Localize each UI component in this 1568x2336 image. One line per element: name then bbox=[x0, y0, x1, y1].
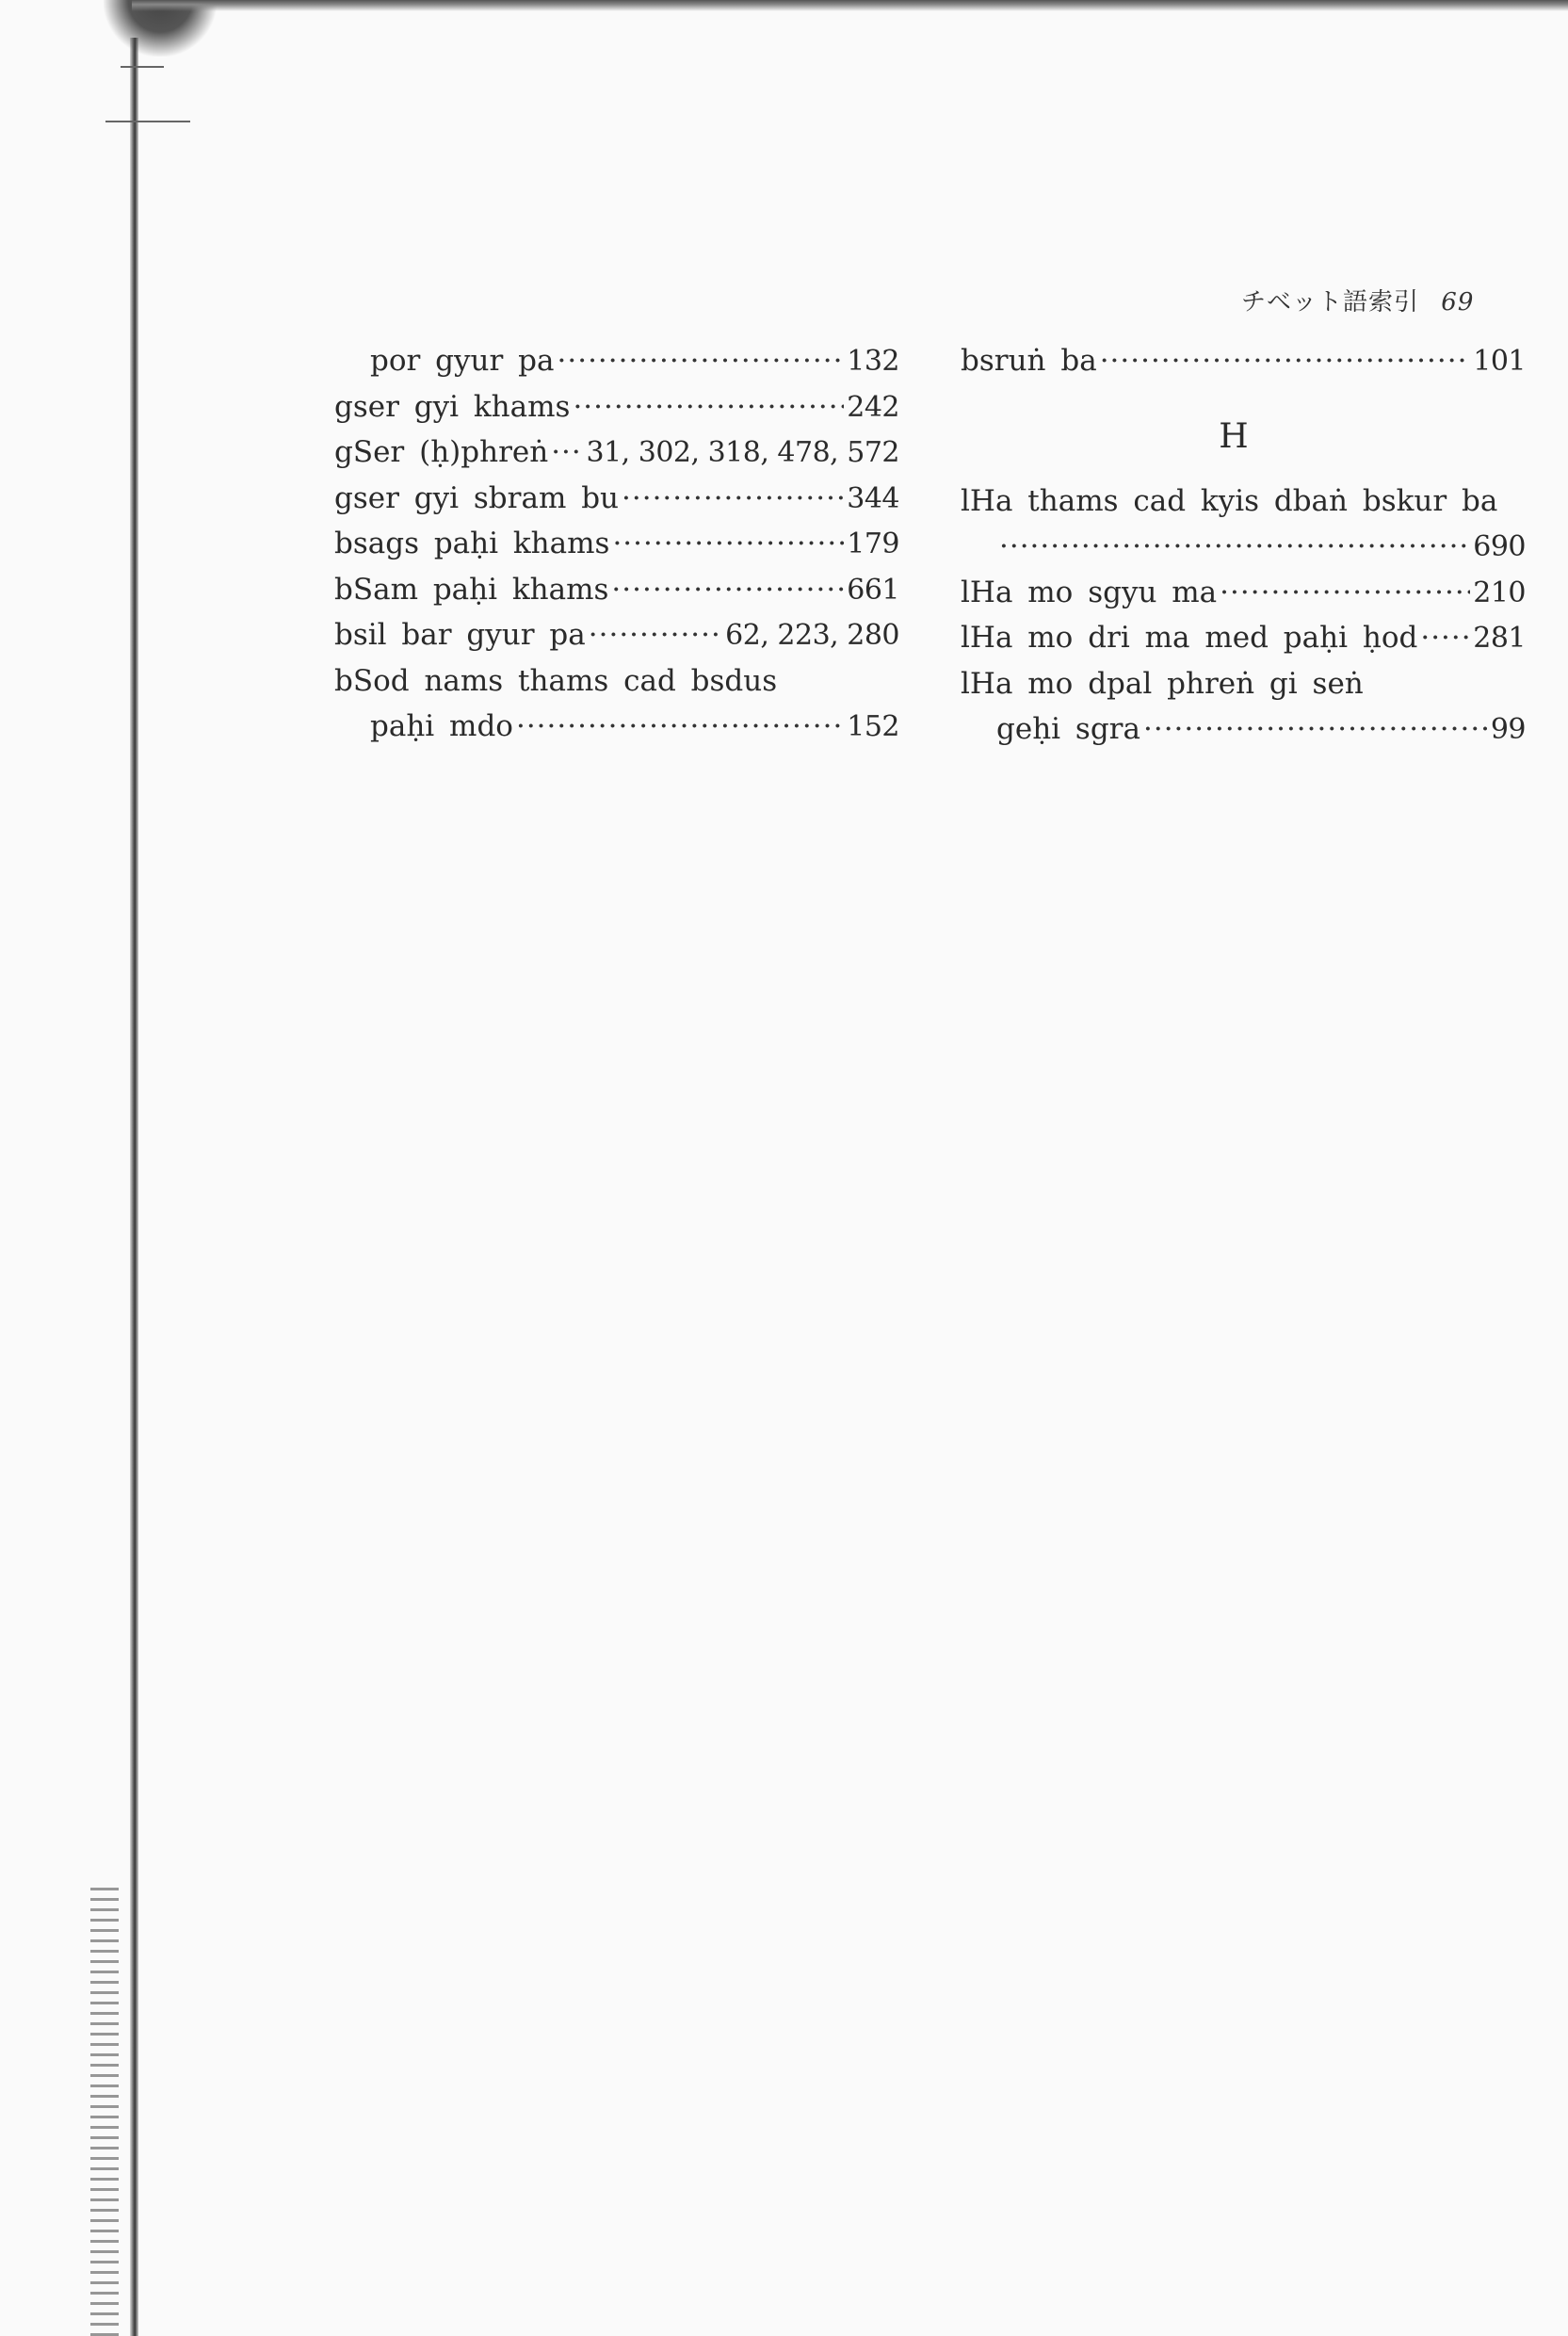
index-title: チベット語索引 bbox=[1241, 288, 1420, 316]
dot-leader bbox=[999, 529, 1470, 563]
index-entry bbox=[334, 527, 899, 573]
entry-term: lHa mo dpal phreṅ gi seṅ bbox=[961, 666, 1364, 701]
section-heading: H bbox=[1219, 416, 1249, 456]
entry-term: lHa thams cad kyis dbaṅ bskur ba bbox=[961, 483, 1498, 518]
entry-term: por gyur pa bbox=[370, 344, 555, 378]
index-entry bbox=[334, 618, 899, 664]
entry-page-refs: 99 bbox=[1490, 713, 1526, 746]
dot-leader bbox=[558, 344, 845, 378]
entry-page-refs: 31, 302, 318, 478, 572 bbox=[586, 436, 899, 469]
running-head bbox=[1241, 283, 1474, 317]
scan-gutter-mark bbox=[105, 121, 190, 122]
entry-page-refs: 62, 223, 280 bbox=[725, 619, 899, 652]
entry-term: bsags paḥi khams bbox=[334, 527, 610, 560]
index-entry bbox=[961, 712, 1526, 758]
index-entry bbox=[334, 573, 899, 619]
dot-leader bbox=[611, 573, 844, 607]
entry-page-refs: 101 bbox=[1473, 345, 1526, 378]
index-entry bbox=[961, 529, 1526, 576]
entry-page-refs: 281 bbox=[1473, 622, 1526, 655]
index-entry bbox=[334, 709, 899, 755]
index-entry bbox=[334, 481, 899, 527]
index-entry bbox=[961, 576, 1526, 622]
dot-leader bbox=[589, 618, 722, 652]
index-entry bbox=[334, 390, 899, 436]
entry-page-refs: 152 bbox=[847, 710, 899, 743]
page-number: 69 bbox=[1441, 288, 1475, 316]
entry-term: lHa mo dri ma med paḥi ḥod bbox=[961, 621, 1418, 655]
dot-leader bbox=[1100, 344, 1471, 378]
dot-leader bbox=[1420, 621, 1470, 655]
index-column-left bbox=[334, 344, 899, 755]
dot-leader bbox=[573, 390, 844, 424]
index-entry bbox=[961, 667, 1526, 713]
entry-term: gSer (ḥ)phreṅ bbox=[334, 435, 549, 469]
entry-page-refs: 242 bbox=[847, 390, 899, 424]
scan-gutter-line bbox=[130, 38, 138, 2336]
entry-term: bSam paḥi khams bbox=[334, 572, 609, 607]
entry-term: bsruṅ ba bbox=[961, 344, 1097, 378]
scan-gutter-shadow bbox=[90, 1884, 119, 2336]
entry-term: lHa mo sgyu ma bbox=[961, 575, 1218, 609]
dot-leader bbox=[622, 481, 844, 515]
index-entry bbox=[334, 435, 899, 481]
entry-term: geḥi sgra bbox=[996, 712, 1140, 746]
index-entry bbox=[334, 664, 899, 710]
dot-leader bbox=[1220, 576, 1470, 609]
scan-top-edge bbox=[132, 0, 1568, 11]
dot-leader bbox=[551, 435, 583, 469]
entry-term: gser gyi sbram bu bbox=[334, 480, 620, 515]
entry-page-refs: 179 bbox=[847, 527, 899, 560]
dot-leader bbox=[516, 709, 844, 743]
entry-page-refs: 132 bbox=[847, 345, 899, 378]
entry-term: bSod nams thams cad bsdus bbox=[334, 663, 778, 698]
index-entry bbox=[961, 484, 1526, 530]
entry-page-refs: 661 bbox=[847, 573, 899, 607]
entry-page-refs: 690 bbox=[1473, 530, 1526, 563]
dot-leader bbox=[1143, 712, 1488, 746]
index-entry bbox=[961, 344, 1526, 390]
scan-gutter-mark bbox=[121, 66, 164, 68]
index-entry bbox=[961, 621, 1526, 667]
dot-leader bbox=[612, 527, 844, 560]
entry-term: paḥi mdo bbox=[370, 709, 513, 743]
entry-term: bsil bar gyur pa bbox=[334, 618, 586, 652]
index-column-right bbox=[961, 344, 1526, 758]
entry-page-refs: 344 bbox=[847, 481, 899, 515]
entry-term: gser gyi khams bbox=[334, 389, 571, 424]
entry-page-refs: 210 bbox=[1473, 576, 1526, 609]
index-entry bbox=[334, 344, 899, 390]
